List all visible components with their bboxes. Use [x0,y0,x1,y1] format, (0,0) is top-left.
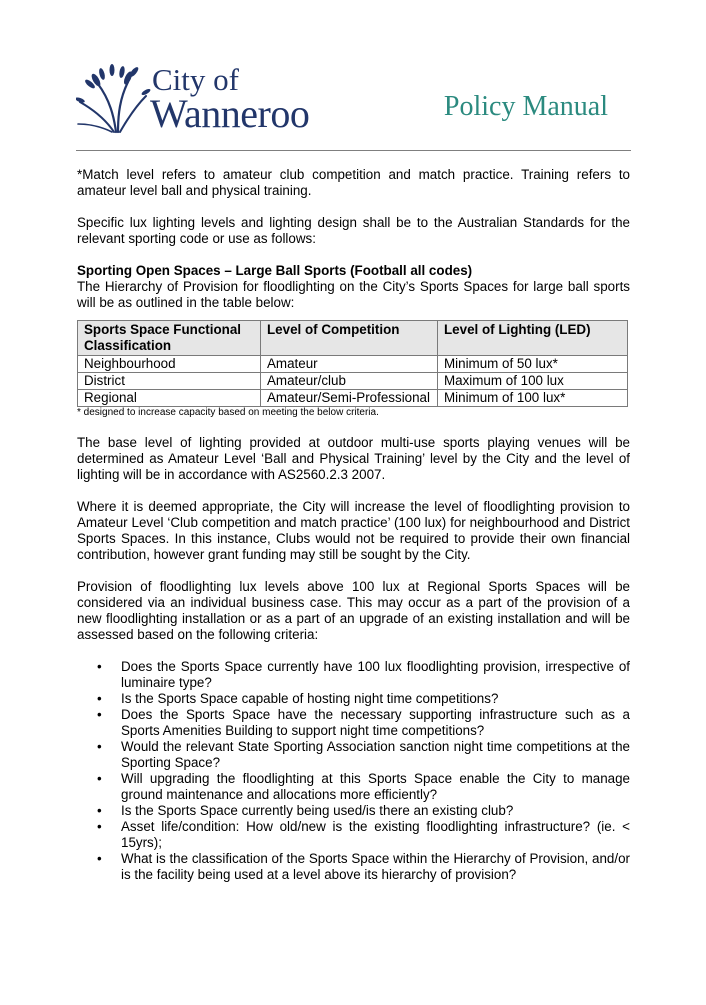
list-item [77,691,630,707]
list-item [77,707,630,739]
table-row [78,390,628,407]
page-header [0,0,706,152]
list-item [77,851,630,883]
bullet-icon: • [97,739,102,754]
match-level-note: *Match level refers to amateur club competition and match practice. Training refers to amateur level ball and physical training. [77,167,630,198]
criteria-text: Is the Sports Space capable of hosting night time competitions? [121,691,499,706]
increase-level-paragraph: Where it is deemed appropriate, the City will increase the level of floodlighting provision to Amateur Level ‘Club competition and match practice’ (100 lux) for neighbourhood and District Sports Spaces. In this instance, Clubs would not be required to provide their own financial contribution, however grant funding may still be sought by the City. [77,499,630,562]
above-100-lux-paragraph: Provision of floodlighting lux levels above 100 lux at Regional Sports Spaces will be considered via an individual business case. This may occur as a part of the provision of a new floodlighting installation or as a part of an upgrade of an existing installation and will be assessed based on the following criteria: [77,579,630,642]
table-header-cell: Level of Lighting (LED) [438,321,628,356]
table-header-cell: Sports Space Functional Classification [78,321,261,356]
bullet-icon: • [97,851,102,866]
criteria-text: Is the Sports Space currently being used/is there an existing club? [121,803,514,818]
table-cell: Amateur/club [261,373,438,390]
table-cell: Amateur [261,356,438,373]
policy-manual-title: Policy Manual [443,91,608,122]
bullet-icon: • [97,707,102,722]
table-header-cell: Level of Competition [261,321,438,356]
list-item [77,659,630,691]
logo-line-city-of: City of [152,62,239,97]
table-cell: Amateur/Semi-Professional [261,390,438,407]
list-item [77,771,630,803]
section-heading: Sporting Open Spaces – Large Ball Sports (Football all codes) [77,263,473,278]
header-divider [76,150,631,151]
table-footnote: * designed to increase capacity based on meeting the below criteria. [77,407,379,418]
table-cell: District [78,373,261,390]
list-item [77,739,630,771]
criteria-list [77,659,630,883]
bullet-icon: • [97,771,102,786]
bullet-icon: • [97,803,102,818]
criteria-text: Would the relevant State Sporting Association sanction night time competitions at the Sporting Space? [121,739,630,770]
base-level-paragraph: The base level of lighting provided at outdoor multi-use sports playing venues will be determined as Amateur Level ‘Ball and Physical Training’ level by the City and the level of lighting will be in accordance with AS2560.2.3 2007. [77,435,630,482]
table-row [78,356,628,373]
lighting-levels-table [77,320,628,407]
table-cell: Neighbourhood [78,356,261,373]
lux-intro-paragraph: Specific lux lighting levels and lighting design shall be to the Australian Standards for the relevant sporting code or use as follows: [77,215,630,246]
list-item [77,803,630,819]
list-item [77,819,630,851]
table-cell: Regional [78,390,261,407]
table-cell: Maximum of 100 lux [438,373,628,390]
criteria-text: Will upgrading the floodlighting at this Sports Space enable the City to manage ground maintenance and allocations more efficiently? [121,771,630,802]
criteria-text: What is the classification of the Sports Space within the Hierarchy of Provision, and/or is the facility being used at a level above its hierarchy of provision? [121,851,630,882]
table-header-row [78,321,628,356]
section-intro-paragraph: The Hierarchy of Provision for floodlighting on the City’s Sports Spaces for large ball sports will be as outlined in the table below: [77,279,630,310]
table-row [78,373,628,390]
criteria-text: Asset life/condition: How old/new is the existing floodlighting infrastructure? (ie. < 15yrs); [121,819,630,850]
criteria-text: Does the Sports Space have the necessary supporting infrastructure such as a Sports Amenities Building to support night time competitions? [121,707,630,738]
document-body [77,167,630,883]
criteria-text: Does the Sports Space currently have 100 lux floodlighting provision, irrespective of luminaire type? [121,659,630,690]
bullet-icon: • [97,819,102,834]
bullet-icon: • [97,691,102,706]
bullet-icon: • [97,659,102,674]
logo-line-wanneroo: Wanneroo [150,91,310,136]
table-cell: Minimum of 100 lux* [438,390,628,407]
table-cell: Minimum of 50 lux* [438,356,628,373]
